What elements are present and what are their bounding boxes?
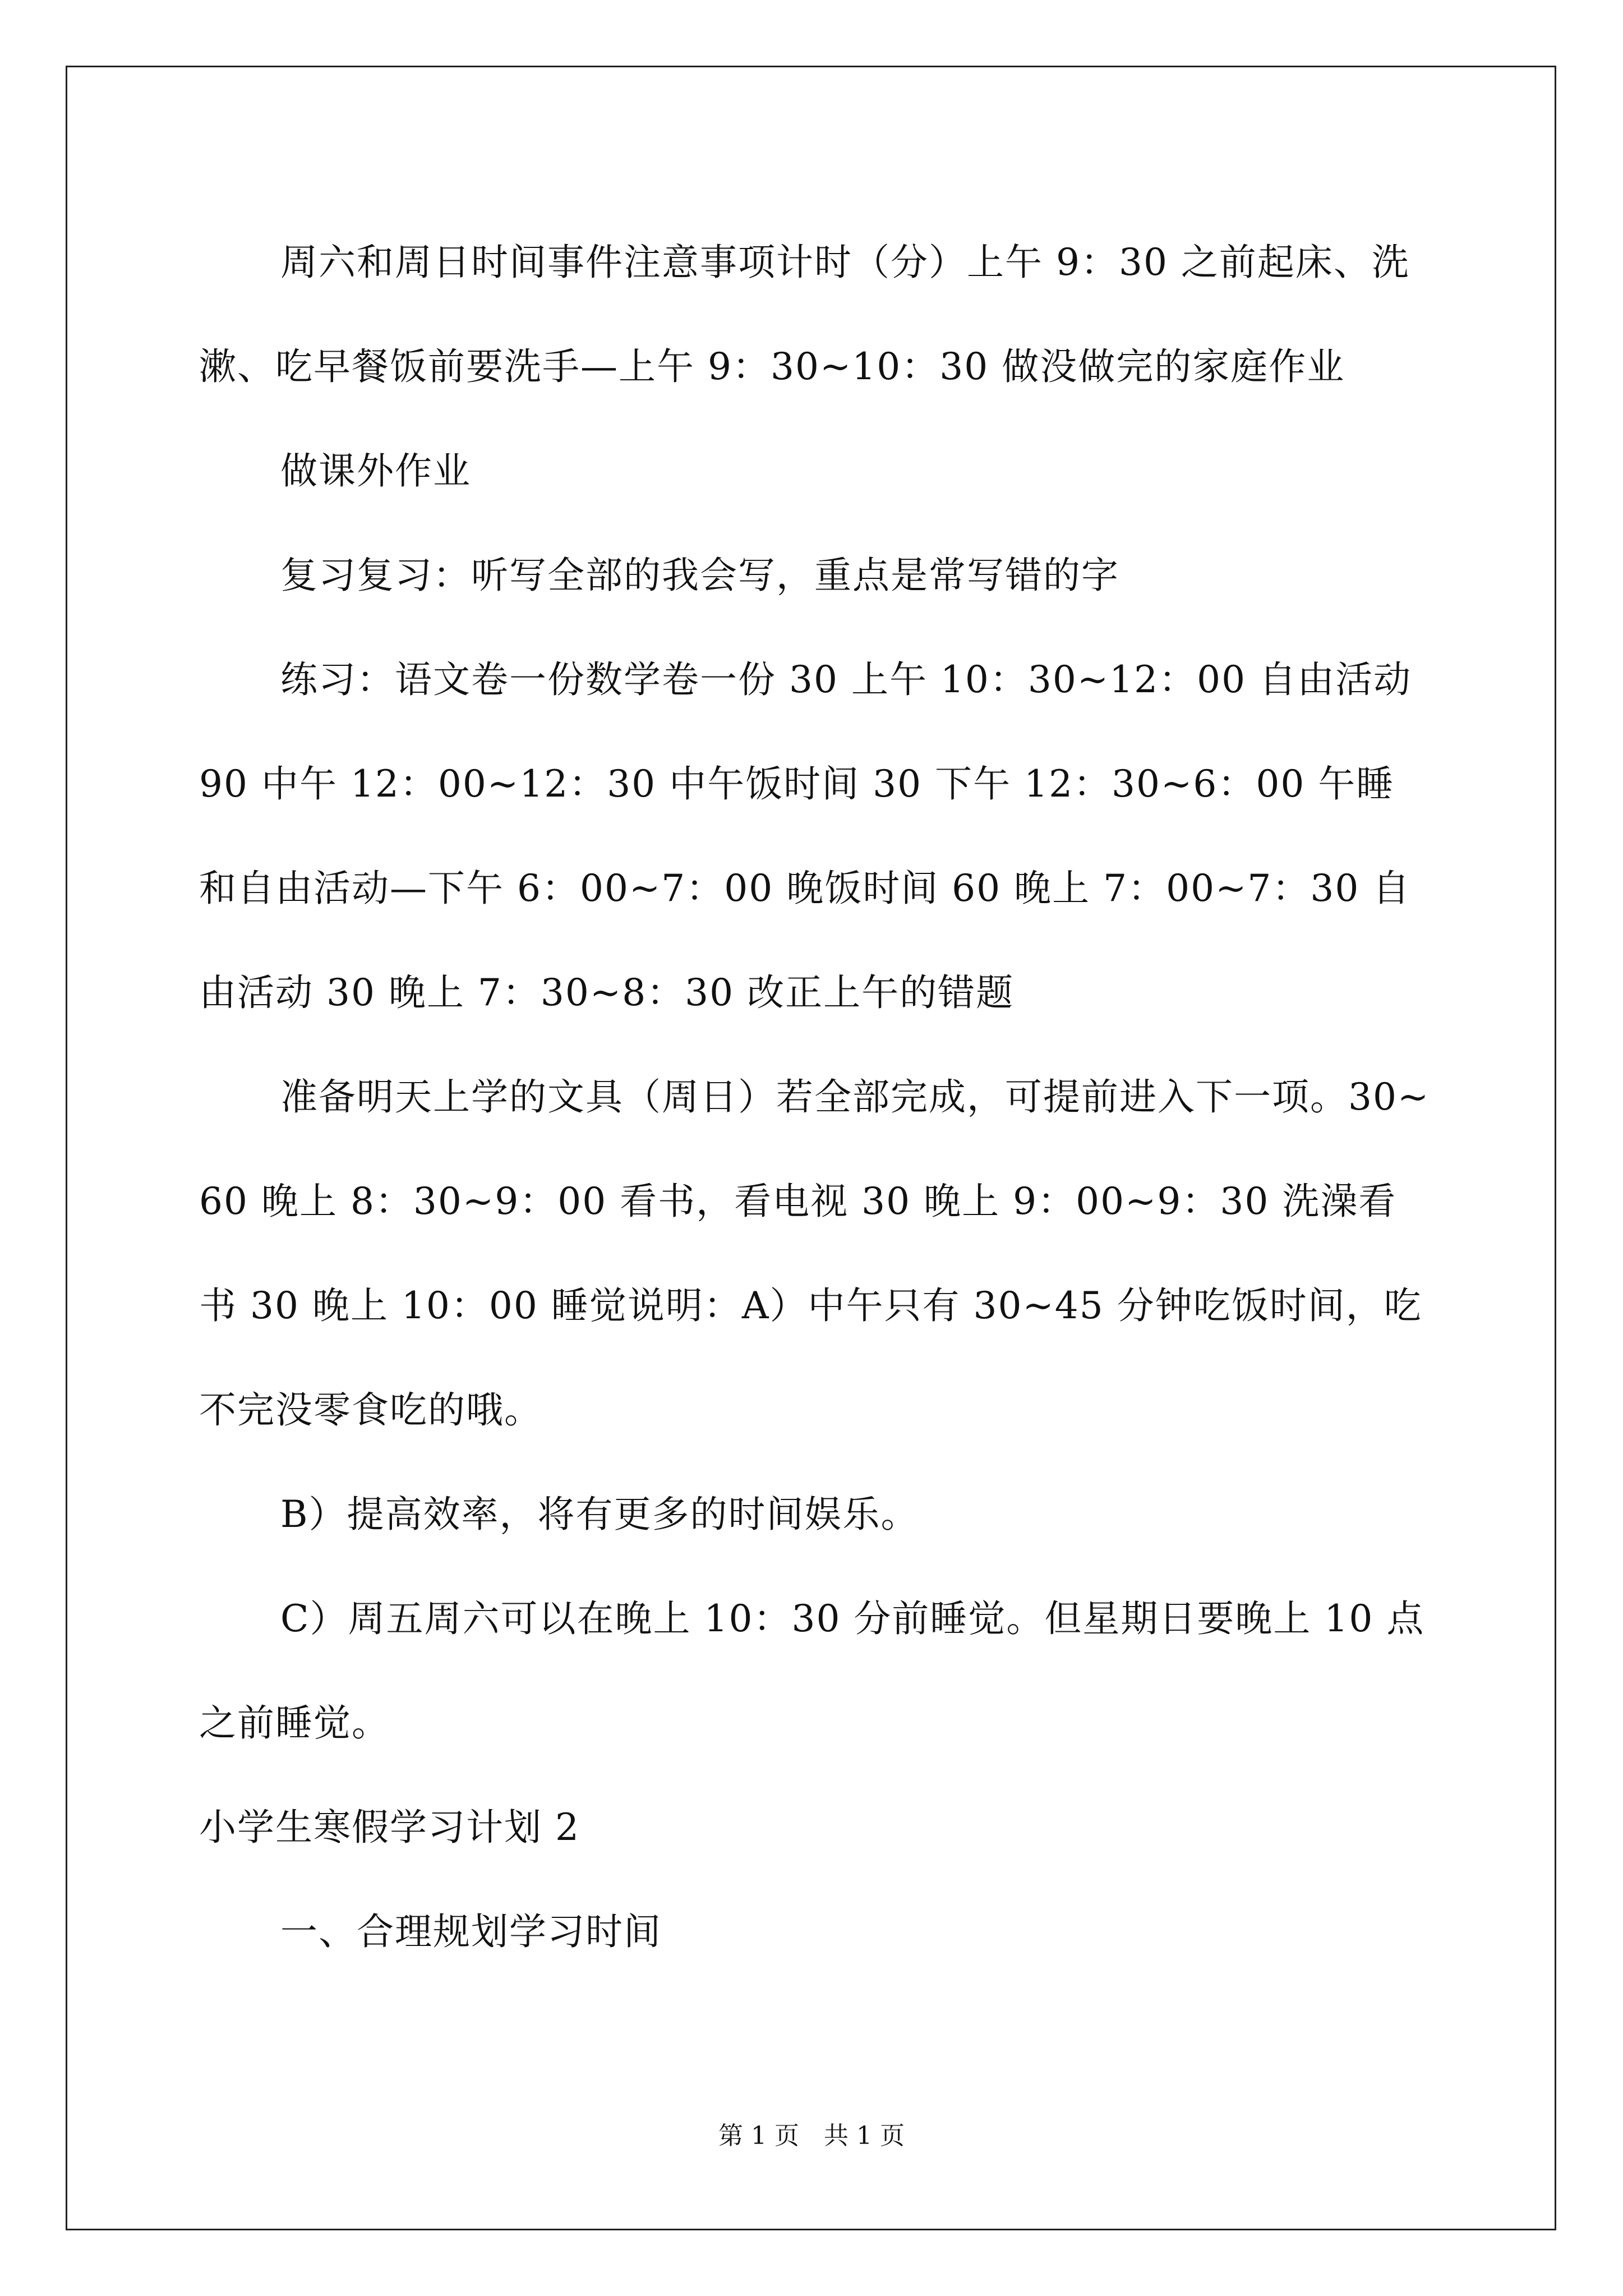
subsection-heading: 一、合理规划学习时间 [280, 1910, 662, 1953]
paragraph-note-c: C）周五周六可以在晚上 10：30 分前睡觉。但星期日要晚上 10 点之前睡觉。 [199, 1597, 1425, 1745]
paragraph-prepare: 准备明天上学的文具（周日）若全部完成，可提前进入下一项。30~60 晚上 8：30~9：00 看书，看电视 30 晚上 9：00~9：30 洗澡看书 30 晚上 10：00 睡觉说明：A）中午只有 30~45 分钟吃饭时间，吃不完没零食吃的哦。 [199, 1075, 1430, 1432]
page-footer: 第 1 页 共 1 页 [718, 2122, 905, 2150]
paragraph-note-b: B）提高效率，将有更多的时间娱乐。 [280, 1493, 919, 1536]
section-heading: 小学生寒假学习计划 2 [199, 1806, 580, 1849]
paragraph-weekend-schedule: 周六和周日时间事件注意事项计时（分）上午 9：30 之前起床、洗漱、吃早餐饭前要洗手—上午 9：30~10：30 做没做完的家庭作业 [199, 241, 1410, 388]
document-body [199, 210, 1430, 1984]
paragraph-practice: 练习：语文卷一份数学卷一份 30 上午 10：30~12：00 自由活动 90 中午 12：00~12：30 中午饭时间 30 下午 12：30~6：00 午睡和自由活动—下午 6：00~7：00 晚饭时间 60 晚上 7：00~7：30 自由活动 30 晚上 7：30~8：30 改正上午的错题 [199, 658, 1412, 1014]
paragraph-extra-homework: 做课外作业 [280, 449, 471, 493]
paragraph-review: 复习复习：听写全部的我会写，重点是常写错的字 [280, 554, 1119, 597]
